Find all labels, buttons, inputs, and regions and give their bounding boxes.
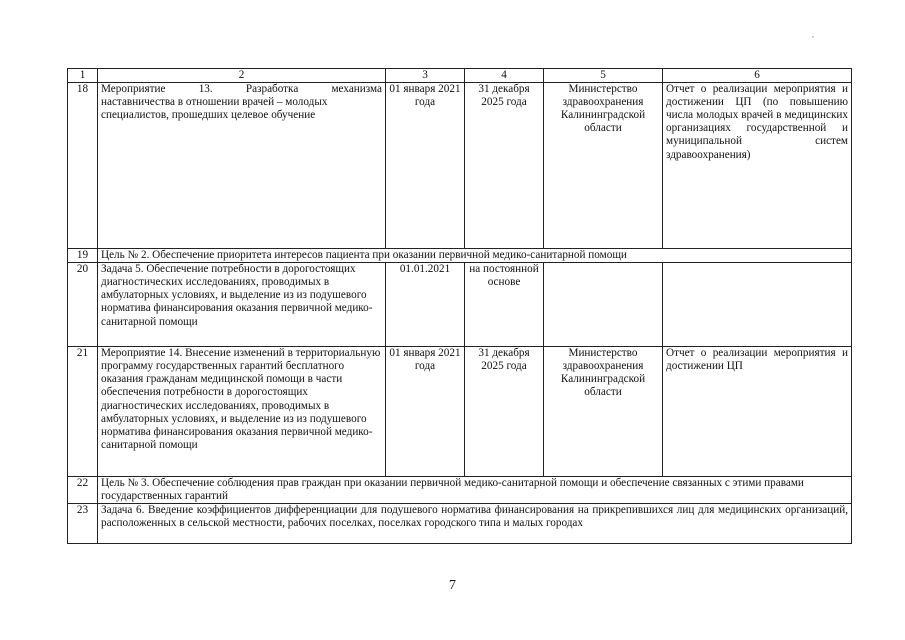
measure-description-first-line: Мероприятие 13. Разработка механизма: [101, 83, 382, 96]
row-number: 19: [68, 249, 98, 263]
table-row-23: [68, 504, 852, 544]
row-number: 22: [68, 477, 98, 504]
table-row-19: [68, 249, 852, 263]
start-date: 01.01.2021: [386, 263, 465, 347]
goal-text: Цель № 3. Обеспечение соблюдения прав граждан при оказании первичной медико-санитарной помощи и обеспечение связанных с этими правами государственных гарантий: [98, 477, 852, 504]
result-report: Отчет о реализации мероприятия и достижении ЦП: [663, 347, 852, 477]
activities-table: [67, 68, 852, 544]
header-cell-4: 4: [465, 69, 544, 83]
table-row-18: [68, 83, 852, 249]
row-number: 21: [68, 347, 98, 477]
table-header-row: [68, 69, 852, 83]
executor: Министерство здравоохранения Калининградской области: [544, 347, 663, 477]
end-date: 31 декабря 2025 года: [465, 83, 544, 249]
executor: [544, 263, 663, 347]
table-row-21: [68, 347, 852, 477]
result-report: [663, 263, 852, 347]
start-date: 01 января 2021 года: [386, 347, 465, 477]
header-cell-3: 3: [386, 69, 465, 83]
row-number: 20: [68, 263, 98, 347]
measure-description: [98, 83, 386, 249]
end-date: на постоянной основе: [465, 263, 544, 347]
end-date: 31 декабря 2025 года: [465, 347, 544, 477]
start-date: 01 января 2021 года: [386, 83, 465, 249]
measure-description: Мероприятие 14. Внесение изменений в территориальную программу государственных гарантий бесплатного оказания гражданам медицинской помощи в части обеспечения потребности в дорогостоящих диагностических исследованиях, проводимых в амбулаторных условиях, и выделение из из подушевого норматива финансирования оказания первичной медико-санитарной помощи: [98, 347, 386, 477]
scan-speck: [812, 36, 814, 38]
goal-text: Цель № 2. Обеспечение приоритета интересов пациента при оказании первичной медико-санитарной помощи: [98, 249, 852, 263]
row-number: 23: [68, 504, 98, 544]
header-cell-2: 2: [98, 69, 386, 83]
result-report: Отчет о реализации мероприятия и достижении ЦП (по повышению числа молодых врачей в медицинских организациях государственной и муниципальной систем здравоохранения): [663, 83, 852, 249]
measure-description-rest: наставничества в отношении врачей – молодых специалистов, прошедших целевое обучение: [101, 96, 328, 122]
task-text: Задача 6. Введение коэффициентов дифференциации для подушевого норматива финансирования на прикрепившихся лиц для медицинских организаций, расположенных в сельской местности, рабочих поселках, поселках городского типа и малых городах: [98, 504, 852, 544]
row-number: 18: [68, 83, 98, 249]
table-row-22: [68, 477, 852, 504]
executor: Министерство здравоохранения Калининградской области: [544, 83, 663, 249]
header-cell-1: 1: [68, 69, 98, 83]
page-number: 7: [449, 578, 456, 593]
table-row-20: [68, 263, 852, 347]
header-cell-5: 5: [544, 69, 663, 83]
task-description: Задача 5. Обеспечение потребности в дорогостоящих диагностических исследованиях, проводимых в амбулаторных условиях, и выделение из из подушевого норматива финансирования оказания первичной медико-санитарной помощи: [98, 263, 386, 347]
header-cell-6: 6: [663, 69, 852, 83]
